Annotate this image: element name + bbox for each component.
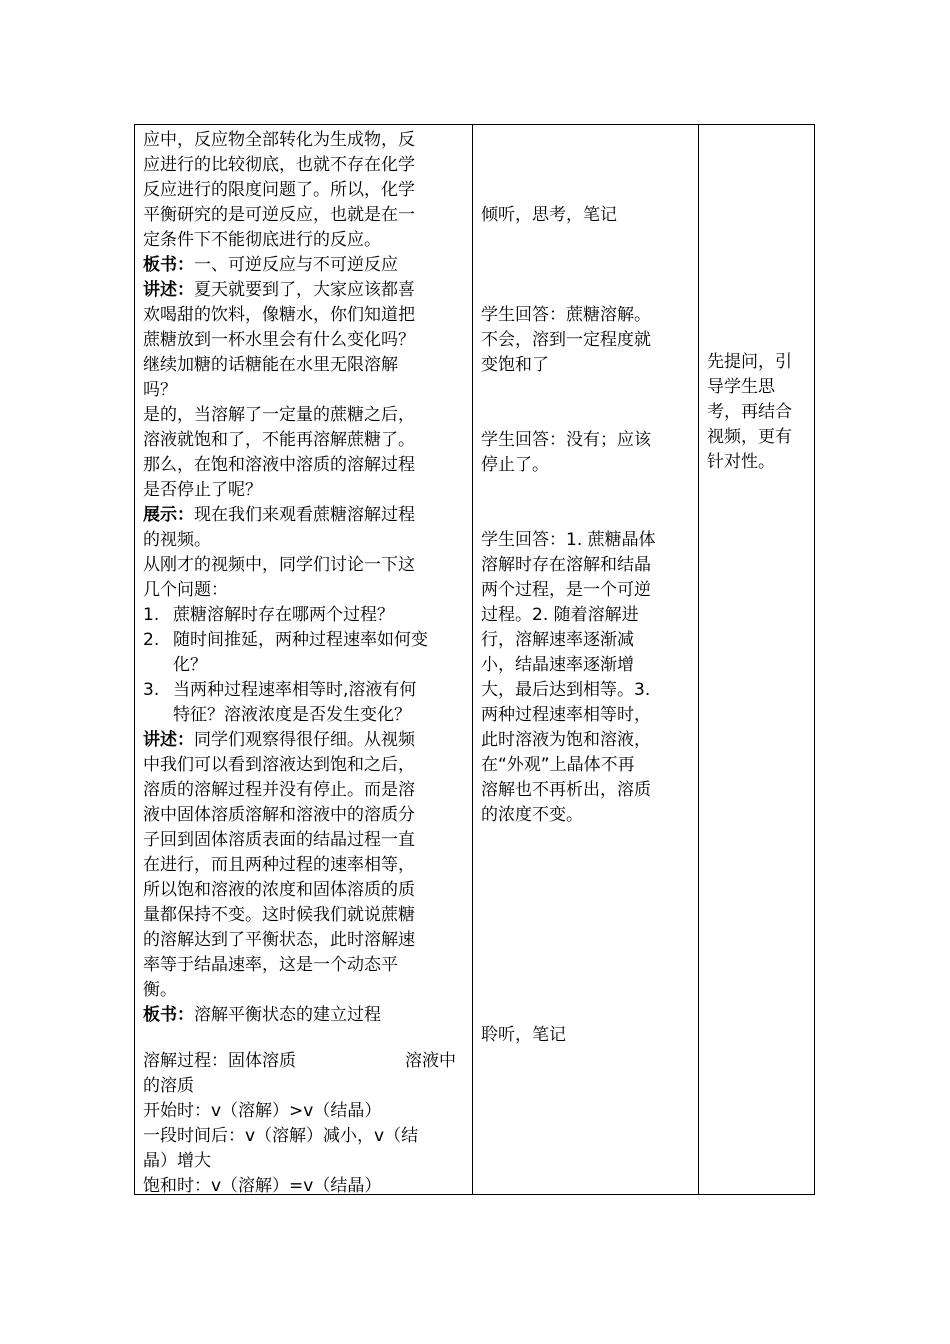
question-item	[143, 603, 394, 627]
student-response: 聆听，笔记	[481, 1025, 566, 1045]
intent-line: 考，再结合	[707, 402, 792, 422]
student-response: 在“外观”上晶体不再	[481, 755, 635, 775]
show-text: 现在我们来观看蔗糖溶解过程	[194, 505, 415, 525]
lesson-table	[134, 124, 815, 1195]
talk-1	[143, 278, 415, 302]
text-line: 应进行的比较彻底，也就不存在化学	[143, 155, 415, 175]
student-response: 学生回答：没有；应该	[481, 430, 651, 450]
talk-label: 讲述：	[143, 730, 194, 750]
text-line: 子回到固体溶质表面的结晶过程一直	[143, 830, 415, 850]
student-response: 溶解也不再析出，溶质	[481, 780, 651, 800]
text-line: 从刚才的视频中，同学们讨论一下这	[143, 555, 415, 575]
student-response: 小，结晶速率逐渐增	[481, 655, 634, 675]
question-number: 2.	[143, 630, 160, 650]
text-line: 衡。	[143, 980, 177, 1000]
student-response: 行，溶解速率逐渐减	[481, 630, 634, 650]
question-text: 化？	[173, 655, 207, 675]
board-note-1	[143, 253, 398, 277]
text-line: 的视频。	[143, 530, 211, 550]
intent-line: 针对性。	[707, 452, 775, 472]
intent-line: 视频，更有	[707, 427, 792, 447]
student-response: 倾听，思考，笔记	[481, 205, 617, 225]
text-line: 几个问题：	[143, 580, 228, 600]
rate-line: 一段时间后：v（溶解）减小，v（结	[143, 1126, 419, 1146]
student-response: 两个过程，是一个可逆	[481, 580, 651, 600]
student-response: 不会，溶到一定程度就	[481, 330, 651, 350]
student-response: 大，最后达到相等。3.	[481, 680, 651, 700]
text-line: 是的，当溶解了一定量的蔗糖之后，	[143, 405, 415, 425]
text-line: 欢喝甜的饮料，像糖水，你们知道把	[143, 305, 415, 325]
student-response: 停止了。	[481, 455, 549, 475]
rate-line: 开始时：v（溶解）>v（结晶）	[143, 1101, 382, 1121]
text-line: 的溶解达到了平衡状态，此时溶解速	[143, 930, 415, 950]
question-text: 特征？溶液浓度是否发生变化？	[173, 705, 411, 725]
board-text: 一、可逆反应与不可逆反应	[194, 255, 398, 275]
show-note	[143, 503, 415, 527]
text-line: 平衡研究的是可逆反应，也就是在一	[143, 205, 415, 225]
question-number: 1.	[143, 605, 160, 625]
process-line: 溶解过程：固体溶质	[143, 1051, 296, 1071]
text-line: 的溶质	[143, 1076, 194, 1096]
question-text: 蔗糖溶解时存在哪两个过程？	[173, 605, 394, 625]
process-line-right: 溶液中	[405, 1051, 456, 1071]
talk-label: 讲述：	[143, 280, 194, 300]
board-label: 板书：	[143, 1005, 194, 1025]
question-text: 当两种过程速率相等时,溶液有何	[173, 680, 417, 700]
talk-2	[143, 728, 415, 752]
text-line: 溶质的溶解过程并没有停止。而是溶	[143, 780, 415, 800]
text-line: 吗？	[143, 380, 177, 400]
talk-text: 同学们观察得很仔细。从视频	[194, 730, 415, 750]
question-item	[143, 678, 416, 702]
text-line: 率等于结晶速率，这是一个动态平	[143, 955, 398, 975]
student-response: 学生回答：蔗糖溶解。	[481, 305, 651, 325]
text-line: 所以饱和溶液的浓度和固体溶质的质	[143, 880, 415, 900]
intent-line: 先提问，引	[707, 352, 792, 372]
rate-line: 晶）增大	[143, 1151, 211, 1171]
question-number: 3.	[143, 680, 160, 700]
column-divider	[698, 125, 699, 1194]
text-line: 中我们可以看到溶液达到饱和之后，	[143, 755, 415, 775]
student-response: 过程。2. 随着溶解进	[481, 605, 639, 625]
question-text: 随时间推延，两种过程速率如何变	[173, 630, 428, 650]
text-line: 继续加糖的话糖能在水里无限溶解	[143, 355, 398, 375]
student-response: 的浓度不变。	[481, 805, 583, 825]
question-item	[143, 628, 428, 652]
rate-line: 饱和时：v（溶解）=v（结晶）	[143, 1176, 382, 1196]
text-line: 应中，反应物全部转化为生成物，反	[143, 130, 415, 150]
text-line: 液中固体溶质溶解和溶液中的溶质分	[143, 805, 415, 825]
show-label: 展示：	[143, 505, 194, 525]
student-response: 两种过程速率相等时，	[481, 705, 651, 725]
text-line: 在进行，而且两种过程的速率相等，	[143, 855, 415, 875]
column-divider	[472, 125, 473, 1194]
text-line: 是否停止了呢？	[143, 480, 262, 500]
student-response: 变饱和了	[481, 355, 549, 375]
text-line: 量都保持不变。这时候我们就说蔗糖	[143, 905, 415, 925]
intent-line: 导学生思	[707, 377, 775, 397]
text-line: 溶液就饱和了，不能再溶解蔗糖了。	[143, 430, 415, 450]
board-label: 板书：	[143, 255, 194, 275]
talk-text: 夏天就要到了，大家应该都喜	[194, 280, 415, 300]
board-note-2	[143, 1003, 381, 1027]
student-response: 溶解时存在溶解和结晶	[481, 555, 651, 575]
board-text: 溶解平衡状态的建立过程	[194, 1005, 381, 1025]
student-response: 学生回答：1. 蔗糖晶体	[481, 530, 656, 550]
text-line: 定条件下不能彻底进行的反应。	[143, 230, 381, 250]
text-line: 那么，在饱和溶液中溶质的溶解过程	[143, 455, 415, 475]
student-response: 此时溶液为饱和溶液，	[481, 730, 651, 750]
text-line: 反应进行的限度问题了。所以，化学	[143, 180, 415, 200]
text-line: 蔗糖放到一杯水里会有什么变化吗？	[143, 330, 415, 350]
